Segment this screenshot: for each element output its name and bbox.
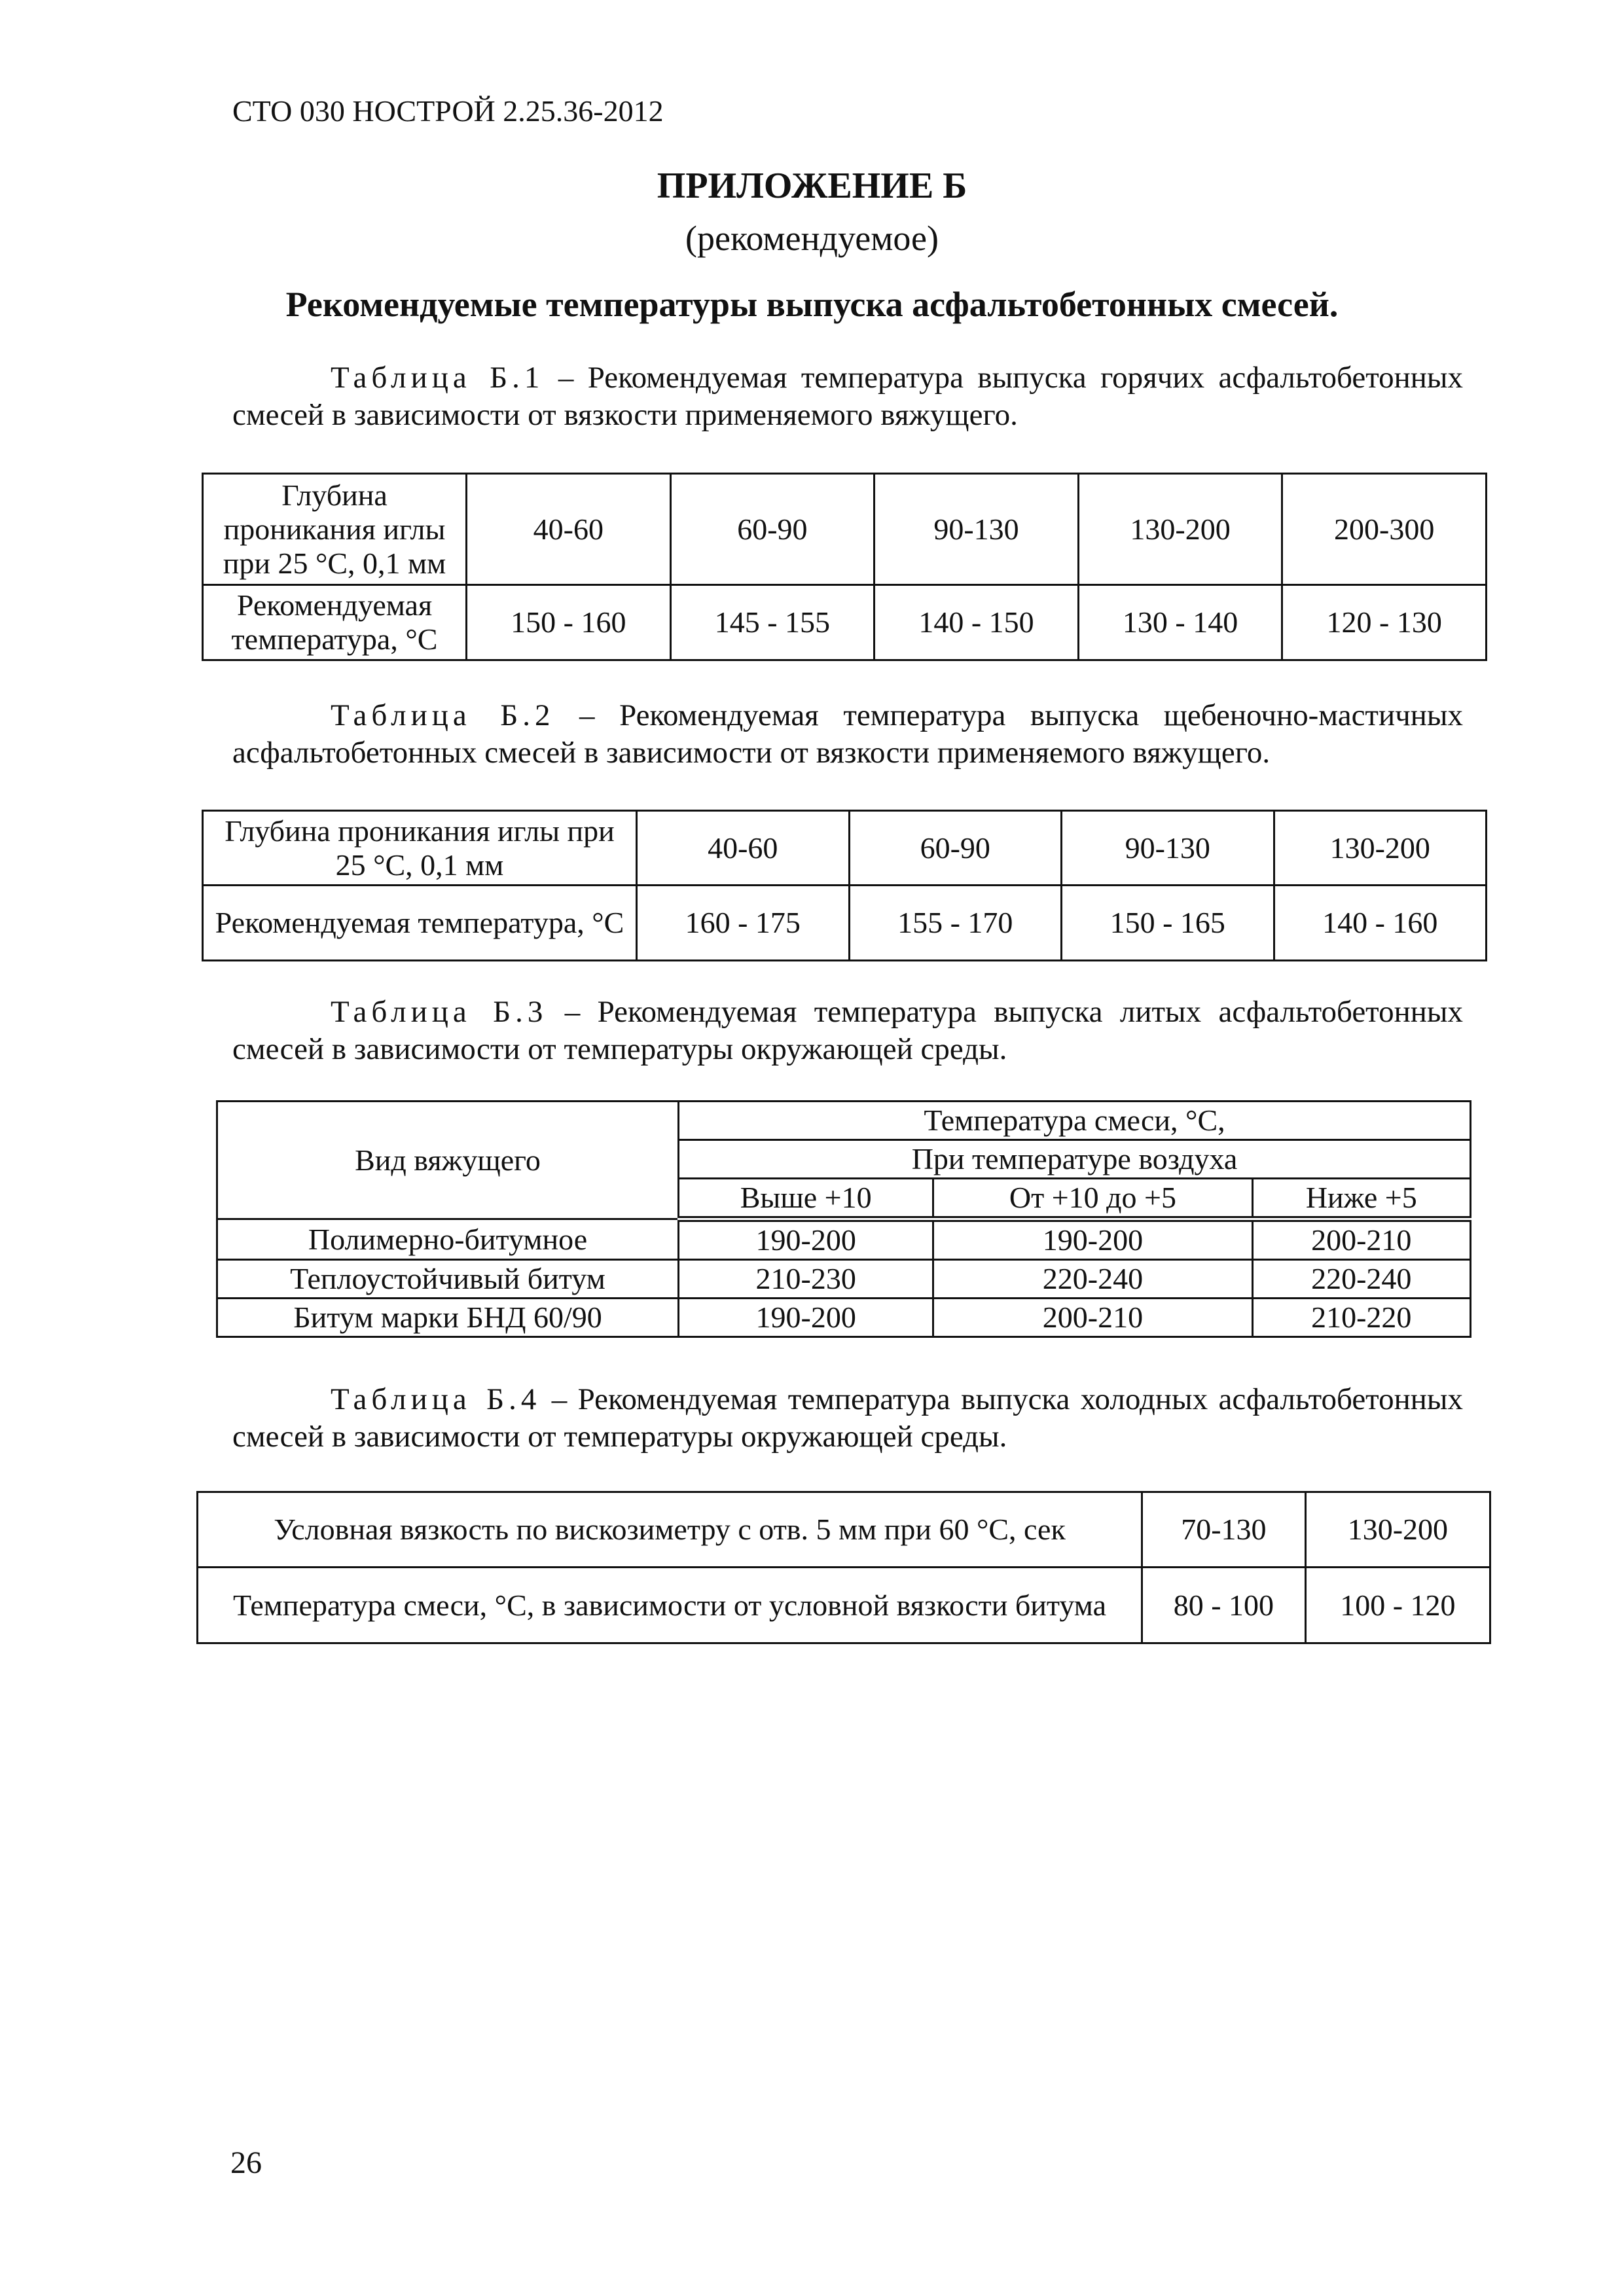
table3-air-temp-header: Ниже +5 (1252, 1179, 1470, 1219)
table2 (202, 810, 1487, 961)
table-row (203, 474, 1487, 585)
table1-cell: 140 - 150 (875, 585, 1079, 660)
table4-row1-header: Условная вязкость по вискозиметру с отв. 5 мм при 60 °С, сек (198, 1492, 1142, 1568)
table3-cell: 190-200 (679, 1299, 933, 1337)
table-row (217, 1260, 1471, 1299)
table1-caption-label: Таблица Б.1 (331, 361, 545, 395)
table3-cell: 220-240 (1252, 1260, 1470, 1299)
table-row (203, 811, 1487, 886)
table4-cell: 70-130 (1142, 1492, 1306, 1568)
table2-cell: 90-130 (1062, 811, 1274, 886)
table2-caption (232, 697, 1463, 772)
table3-cell: 200-210 (933, 1299, 1252, 1337)
table1-cell: 90-130 (875, 474, 1079, 585)
table3-cell: 190-200 (679, 1219, 933, 1260)
table1-cell: 150 - 160 (467, 585, 671, 660)
table2-cell: 140 - 160 (1274, 886, 1487, 961)
table4-row2-header: Температура смеси, °С, в зависимости от условной вязкости битума (198, 1568, 1142, 1643)
table1-cell: 40-60 (467, 474, 671, 585)
appendix-subtitle: (рекомендуемое) (685, 219, 939, 258)
table3-cell: 190-200 (933, 1219, 1252, 1260)
table3-caption-label: Таблица Б.3 (331, 995, 548, 1029)
table3-caption (232, 994, 1463, 1068)
table-row (203, 585, 1487, 660)
table2-cell: 150 - 165 (1062, 886, 1274, 961)
table1-cell: 145 - 155 (670, 585, 875, 660)
table3-cell: 210-220 (1252, 1299, 1470, 1337)
table2-caption-text: – Рекомендуемая температура выпуска щебеночно-мастичных асфальтобетонных смесей в зависимости от вязкости применяемого вяжущего. (232, 698, 1463, 770)
table3-cell: 210-230 (679, 1260, 933, 1299)
appendix-title: ПРИЛОЖЕНИЕ Б (657, 166, 967, 206)
table2-row2-header: Рекомендуемая температура, °С (203, 886, 637, 961)
table1-row1-header: Глубина проникания иглы при 25 °С, 0,1 мм (203, 474, 467, 585)
table4 (196, 1491, 1491, 1644)
table1-row2-header: Рекомендуемая температура, °С (203, 585, 467, 660)
document-code-header: СТО 030 НОСТРОЙ 2.25.36-2012 (232, 94, 664, 128)
table2-row1-header: Глубина проникания иглы при 25 °С, 0,1 мм (203, 811, 637, 886)
table4-cell: 80 - 100 (1142, 1568, 1306, 1643)
table3 (216, 1100, 1471, 1338)
table3-binder-name: Теплоустойчивый битум (217, 1260, 679, 1299)
table1-cell: 60-90 (670, 474, 875, 585)
table-row (217, 1219, 1471, 1260)
table2-cell: 155 - 170 (849, 886, 1062, 961)
table3-cell: 200-210 (1252, 1219, 1470, 1260)
table2-cell: 130-200 (1274, 811, 1487, 886)
table2-cell: 60-90 (849, 811, 1062, 886)
table3-group-header: Температура смеси, °С, (679, 1102, 1471, 1140)
table-row (198, 1492, 1490, 1568)
section-title: Рекомендуемые температуры выпуска асфальтобетонных смесей. (285, 285, 1339, 324)
table2-caption-label: Таблица Б.2 (331, 698, 555, 732)
table3-air-temp-header: Выше +10 (679, 1179, 933, 1219)
table4-caption-text: – Рекомендуемая температура выпуска холодных асфальтобетонных смесей в зависимости от температуры окружающей среды. (232, 1382, 1463, 1454)
table3-binder-name: Полимерно-битумное (217, 1219, 679, 1260)
table1-caption (232, 359, 1463, 434)
table3-binder-name: Битум марки БНД 60/90 (217, 1299, 679, 1337)
table1-cell: 130 - 140 (1078, 585, 1282, 660)
table-row (203, 886, 1487, 961)
table-row (217, 1299, 1471, 1337)
table-row (198, 1568, 1490, 1643)
table4-cell: 130-200 (1305, 1492, 1490, 1568)
table1-cell: 200-300 (1282, 474, 1487, 585)
table2-cell: 40-60 (637, 811, 850, 886)
table2-cell: 160 - 175 (637, 886, 850, 961)
table3-binder-header: Вид вяжущего (217, 1102, 679, 1219)
table3-caption-text: – Рекомендуемая температура выпуска литых асфальтобетонных смесей в зависимости от температуры окружающей среды. (232, 995, 1463, 1066)
page-number: 26 (230, 2145, 262, 2180)
table1-cell: 130-200 (1078, 474, 1282, 585)
table1-cell: 120 - 130 (1282, 585, 1487, 660)
table3-air-temp-header: От +10 до +5 (933, 1179, 1252, 1219)
table3-sub-header: При температуре воздуха (679, 1140, 1471, 1179)
table1 (202, 473, 1487, 661)
table-row (217, 1102, 1471, 1140)
table4-caption (232, 1381, 1463, 1456)
table4-cell: 100 - 120 (1305, 1568, 1490, 1643)
table4-caption-label: Таблица Б.4 (331, 1382, 541, 1416)
table3-cell: 220-240 (933, 1260, 1252, 1299)
table1-caption-text: – Рекомендуемая температура выпуска горячих асфальтобетонных смесей в зависимости от вязкости применяемого вяжущего. (232, 361, 1463, 432)
